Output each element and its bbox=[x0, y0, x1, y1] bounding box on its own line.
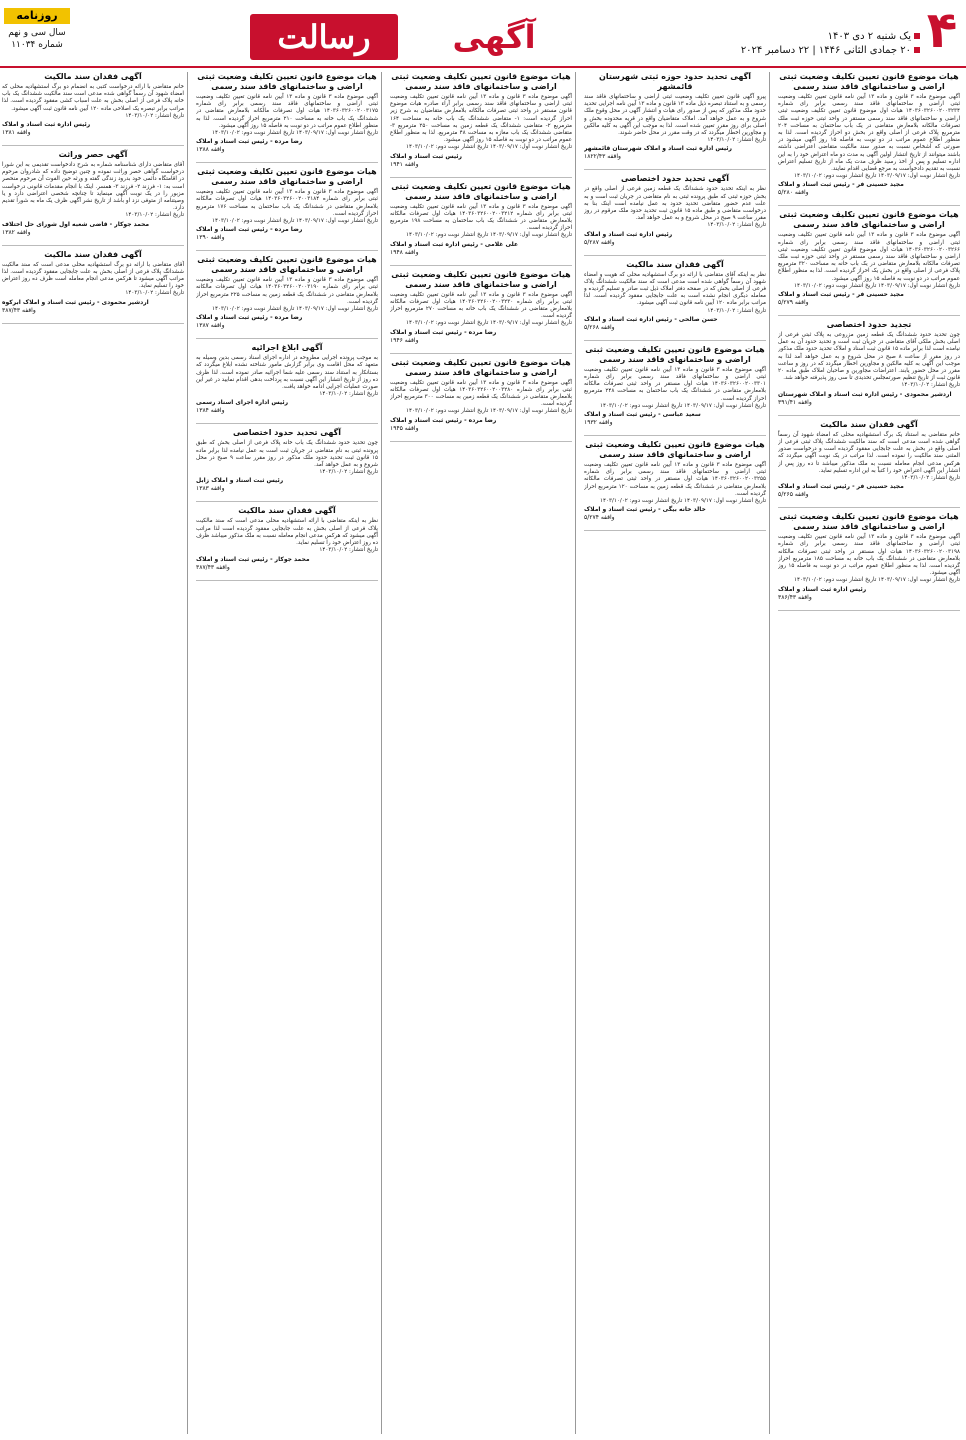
notice-ref: واقفه ۱۳۸۴ bbox=[196, 407, 225, 415]
notice-title: آگهی حصر وراثت bbox=[58, 150, 128, 160]
notice-divider bbox=[390, 441, 572, 442]
notice-signature: رئیس اداره ثبت اسناد و املاک شهرستان قائمشهر bbox=[584, 145, 733, 153]
notice-signature: رئیس ثبت اسناد و املاک زابل bbox=[196, 477, 284, 485]
column-1 bbox=[778, 72, 960, 1434]
column-divider bbox=[575, 72, 576, 1434]
notice-date: تاریخ انتشار نوبت اول: ۱۴۰۳/۰۹/۱۷ تاریخ انتشار نوبت دوم: ۱۴۰۳/۱۰/۰۲ bbox=[599, 402, 766, 409]
notice-title: هیات موضوع قانون تعیین تکلیف وضعیت ثبتی اراضی و ساختمانهای فاقد سند رسمی bbox=[391, 357, 571, 377]
notice-date: تاریخ انتشار: ۱۴۰۳/۱۰/۰۲ bbox=[319, 547, 378, 554]
notice-body: آگهی موضوع ماده ۳ قانون و ماده ۱۳ آیین نامه قانون تعیین تکلیف وضعیت ثبتی اراضی و ساختمانهای فاقد سند رسمی برابر آراء صادره هیات موضوع قانون مستقر در واحد ثبتی تصرفات مالکانه بلامعارض متقاضیان به شرح زیر احراز گردیده است: ۱- متقاضی ششدانگ یک باب خانه به مساحت ۱۶۴ مترمربع ۲- متقاضی ششدانگ یک قطعه زمین به مساحت ۲۵۰ مترمربع ۳- متقاضی ششدانگ یک باب مغازه به مساحت ۴۸ مترمربع. لذا به منظور اطلاع عموم مراتب در دو نوبت به فاصله ۱۵ روز آگهی میشود. bbox=[390, 94, 572, 144]
notice-divider bbox=[196, 338, 378, 339]
date-persian: یک شنبه ۲ دی ۱۴۰۳ bbox=[827, 31, 911, 42]
notice-divider bbox=[778, 205, 960, 206]
page-number: ۴ bbox=[926, 1, 958, 59]
legal-notice bbox=[390, 358, 572, 433]
notice-date: تاریخ انتشار: ۱۴۰۳/۱۰/۰۲ bbox=[125, 212, 184, 219]
page-header bbox=[0, 0, 966, 68]
notice-date: تاریخ انتشار: ۱۴۰۳/۱۰/۰۲ bbox=[319, 469, 378, 476]
notice-divider bbox=[584, 340, 766, 341]
notice-ref: واقفه ۵/۲۷۴ bbox=[584, 514, 615, 522]
column-2 bbox=[584, 72, 766, 1434]
notice-ref: واقفه ۵/۲۶۸ bbox=[584, 323, 615, 331]
notice-divider bbox=[196, 250, 378, 251]
notice-body: آگهی موضوع ماده ۳ قانون و ماده ۱۳ آیین نامه قانون تعیین تکلیف وضعیت ثبتی اراضی و ساختمانهای فاقد سند رسمی برابر رای شماره ۱۴۰۳۶۰۳۲۶۰۰۲۰۰۳۱۷۵ هیات اول تصرفات مالکانه بلامعارض متقاضی در ششدانگ یک باب خانه به مساحت ۲۱۰ مترمربع احراز گردیده است. لذا به منظور اطلاع عموم مراتب در دو نوبت به فاصله ۱۵ روز آگهی میشود. bbox=[196, 94, 378, 129]
legal-notice bbox=[778, 72, 960, 197]
ad-columns bbox=[2, 72, 960, 1434]
notice-ref: واقفه ۵/۲۸۰ bbox=[778, 189, 809, 197]
legal-notice bbox=[778, 210, 960, 307]
notice-title: هیات موضوع قانون تعیین تکلیف وضعیت ثبتی اراضی و ساختمانهای فاقد سند رسمی bbox=[779, 210, 959, 230]
legal-notice bbox=[778, 420, 960, 499]
notice-body: آگهی موضوع ماده ۳ قانون و ماده ۱۳ آیین نامه قانون تعیین تکلیف وضعیت ثبتی برابر رای شماره ۱۴۰۳۶۰۳۲۶۰۰۲۰۰۳۲۸۰ هیات اول تصرفات مالکانه بلامعارض متقاضی در ششدانگ یک قطعه زمین به مساحت ۳۰۰ مترمربع احراز گردیده است. bbox=[390, 379, 572, 408]
notice-signature: رئیس اداره ثبت اسناد و املاک bbox=[778, 585, 867, 593]
notice-divider bbox=[196, 423, 378, 424]
legal-notice bbox=[2, 250, 184, 315]
notice-title: هیات موضوع قانون تعیین تکلیف وضعیت ثبتی اراضی و ساختمانهای فاقد سند رسمی bbox=[391, 181, 571, 201]
notice-date: تاریخ انتشار نوبت اول: ۱۴۰۳/۰۹/۱۷ تاریخ انتشار نوبت دوم: ۱۴۰۳/۱۰/۰۲ bbox=[793, 577, 960, 584]
notice-title: آگهی فقدان سند مالکیت bbox=[44, 249, 142, 259]
legal-notice bbox=[196, 72, 378, 154]
notice-ref: واقفه ۱۳۸۱ bbox=[2, 129, 31, 137]
date-hijri-gregorian: ۲۰ جمادی الثانی ۱۴۴۶ | ۲۲ دسامبر ۲۰۲۴ bbox=[740, 45, 911, 56]
legal-notice bbox=[778, 512, 960, 601]
notice-body: خانم متقاضی به استناد یک برگ استشهادیه محلی که امضاء شهود آن رسماً گواهی شده است مدعی است که سند مالکیت ششدانگ پلاک ثبتی فرعی از اصلی واقع در بخش به علت جابجایی مفقود گردیده است و درخواست صدور المثنی سند مالکیت را نموده است. لذا مراتب در یک نوبت آگهی میگردد که هرکس مدعی انجام معامله نسبت به ملک مذکور میباشد تا ده روز پس از انتشار این آگهی اعتراض خود را کتباً به این اداره تسلیم نماید. bbox=[778, 431, 960, 474]
notice-title: هیات موضوع قانون تعیین تکلیف وضعیت ثبتی اراضی و ساختمانهای فاقد سند رسمی bbox=[391, 72, 571, 91]
notice-date: تاریخ انتشار نوبت اول: ۱۴۰۳/۰۹/۱۷ تاریخ انتشار نوبت دوم: ۱۴۰۳/۱۰/۰۲ bbox=[211, 218, 378, 225]
notice-body: آگهی موضوع ماده ۳ قانون و ماده ۱۳ آیین نامه قانون تعیین تکلیف وضعیت ثبتی برابر رای شماره ۱۴۰۳۶۰۳۲۶۰۰۲۰۰۳۱۹۰ هیات اول تصرفات مالکانه بلامعارض متقاضی در ششدانگ یک قطعه زمین به مساحت ۲۲۵ مترمربع احراز گردیده است. bbox=[196, 277, 378, 305]
notice-ref: واقفه ۱۸۲۲/۴۳ bbox=[584, 153, 621, 161]
notice-signature: سعید عباسی - رئیس ثبت اسناد و املاک bbox=[584, 411, 701, 419]
notice-divider bbox=[584, 530, 766, 531]
notice-divider bbox=[390, 265, 572, 266]
notice-title: هیات موضوع قانون تعیین تکلیف وضعیت ثبتی اراضی و ساختمانهای فاقد سند رسمی bbox=[779, 72, 959, 91]
notice-title: تجدید حدود اختصاصی bbox=[826, 320, 912, 330]
legal-notice bbox=[196, 428, 378, 493]
notice-date: تاریخ انتشار نوبت اول: ۱۴۰۳/۰۹/۱۷ تاریخ انتشار نوبت دوم: ۱۴۰۳/۱۰/۰۲ bbox=[211, 306, 378, 313]
notice-date: تاریخ انتشار نوبت اول: ۱۴۰۳/۰۹/۱۷ تاریخ انتشار نوبت دوم: ۱۴۰۳/۱۰/۰۲ bbox=[405, 320, 572, 327]
notice-title: آگهی تحدید حدود اختصاصی bbox=[232, 428, 342, 438]
notice-ref: واقفه ۱۳۸۷ bbox=[196, 322, 225, 330]
notice-date: تاریخ انتشار نوبت اول: ۱۴۰۳/۰۹/۱۷ تاریخ انتشار نوبت دوم: ۱۴۰۳/۱۰/۰۲ bbox=[405, 232, 572, 239]
legal-notice bbox=[196, 506, 378, 571]
notice-signature: حسن صالحی - رئیس اداره ثبت اسناد و املاک bbox=[584, 315, 718, 323]
legal-notice bbox=[584, 72, 766, 161]
notice-signature: اردشیر محمودی - رئیس اداره ثبت اسناد و املاک شهرستان bbox=[778, 390, 952, 398]
notice-date: تاریخ انتشار نوبت اول: ۱۴۰۳/۰۹/۱۷ تاریخ انتشار نوبت دوم: ۱۴۰۳/۱۰/۰۲ bbox=[793, 282, 960, 289]
notice-signature: رضا مرده - رئیس ثبت اسناد و املاک bbox=[196, 138, 303, 146]
notice-date: تاریخ انتشار نوبت اول: ۱۴۰۳/۰۹/۱۷ تاریخ انتشار نوبت دوم: ۱۴۰۳/۱۰/۰۲ bbox=[211, 130, 378, 137]
notice-signature: مجید حسینی فر - رئیس ثبت اسناد و املاک bbox=[778, 181, 904, 189]
legal-notice bbox=[390, 72, 572, 169]
notice-signature: مجید حسینی فر - رئیس ثبت اسناد و املاک bbox=[778, 483, 904, 491]
issue-info bbox=[4, 8, 70, 58]
notice-signature: رضا مرده - رئیس ثبت اسناد و املاک bbox=[390, 328, 497, 336]
notice-body: آگهی موضوع ماده ۳ قانون و ماده ۱۳ آیین نامه قانون تعیین تکلیف وضعیت ثبتی اراضی و ساختمانهای فاقد سند رسمی برابر رای شماره ۱۴۰۳۶۰۳۲۶۰۰۲۰۰۳۲۶۶ هیات اول موضوع قانون تعیین تکلیف وضعیت ثبتی اراضی و ساختمانهای فاقد سند رسمی مستقر در واحد ثبتی حوزه ثبت ملک تصرفات مالکانه بلامعارض متقاضی در یک باب خانه به مساحت ۳۲۰ مترمربع پلاک فرعی از اصلی واقع در بخش یک احراز گردیده است. لذا به منظور اطلاع عموم مراتب در دو نوبت به فاصله ۱۵ روز آگهی میشود. bbox=[778, 232, 960, 282]
notice-title: هیات موضوع قانون تعیین تکلیف وضعیت ثبتی اراضی و ساختمانهای فاقد سند رسمی bbox=[585, 440, 765, 460]
notice-signature: رضا مرده - رئیس ثبت اسناد و املاک bbox=[390, 416, 497, 424]
legal-notice bbox=[196, 343, 378, 415]
notice-title: هیات موضوع قانون تعیین تکلیف وضعیت ثبتی اراضی و ساختمانهای فاقد سند رسمی bbox=[197, 167, 377, 187]
legal-notice bbox=[390, 270, 572, 345]
notice-divider bbox=[778, 315, 960, 316]
notice-title: هیات موضوع قانون تعیین تکلیف وضعیت ثبتی اراضی و ساختمانهای فاقد سند رسمی bbox=[585, 344, 765, 364]
issue-dates bbox=[720, 30, 920, 58]
column-5 bbox=[2, 72, 184, 1434]
notice-ref: واقفه ۱۹۴۶ bbox=[390, 336, 419, 344]
notice-ref: واقفه ۱۳۸۳ bbox=[196, 485, 225, 493]
legal-notice bbox=[196, 255, 378, 330]
notice-body: نظر به اینکه تحدید حدود ششدانگ یک قطعه زمین فرعی از اصلی واقع در بخش حوزه ثبتی که طبق پرونده ثبتی به نام متقاضی در جریان ثبت است و به علت عدم حضور متقاضی تحدید حدود به عمل نیامده است اینک بنا به درخواست متقاضی و طبق ماده ۱۵ قانون ثبت تحدید حدود ملک مرقوم در روز مقرر ساعت ۹ صبح در محل شروع و به عمل خواهد آمد. bbox=[584, 186, 766, 222]
notice-title: آگهی فقدان سند مالکیت bbox=[626, 259, 724, 269]
legal-notice bbox=[778, 320, 960, 407]
issue-label: شماره ۱۱۰۳۴ bbox=[11, 40, 63, 50]
notice-body: آقای متقاضی با ارائه دو برگ استشهادیه محلی مدعی است که سند مالکیت ششدانگ پلاک فرعی از اصلی بخش به علت جابجایی مفقود گردیده است. لذا مراتب آگهی میشود تا هرکس مدعی انجام معامله است ظرف ده روز اعتراض خود را تسلیم نماید. bbox=[2, 261, 184, 290]
notice-body: آقای متقاضی دارای شناسنامه شماره به شرح دادخواست تقدیمی به این شورا درخواست گواهی حصر وراثت نموده و چنین توضیح داده که شادروان مرحوم در اقامتگاه دائمی خود بدرود زندگی گفته و ورثه حین الفوت آن مرحوم منحصر است به: ۱- فرزند ۲- فرزند ۳- همسر. اینک با انجام مقدمات قانونی درخواست مزبور را در یک نوبت آگهی مینماید تا چنانچه شخصی اعتراضی دارد و یا وصیتنامه از متوفی نزد او باشد از تاریخ نشر آگهی ظرف یک ماه به شورا تقدیم دارد. bbox=[2, 162, 184, 212]
column-4 bbox=[196, 72, 378, 1434]
legal-notice bbox=[584, 260, 766, 332]
year-label: سال سی و نهم bbox=[8, 28, 66, 38]
notice-title: هیات موضوع قانون تعیین تکلیف وضعیت ثبتی اراضی و ساختمانهای فاقد سند رسمی bbox=[197, 72, 377, 91]
notice-ref: واقفه ۱۹۴۵ bbox=[390, 424, 419, 432]
notice-ref: واقفه ۳۸۶/۴۳ bbox=[778, 593, 812, 601]
notice-date: تاریخ انتشار: ۱۴۰۳/۱۰/۰۲ bbox=[707, 307, 766, 314]
notice-ref: واقفه ۱۹۴۸ bbox=[390, 248, 419, 256]
notice-signature: خالد خانه بیگی - رئیس ثبت اسناد و املاک bbox=[584, 506, 706, 514]
corner-logo: روزنامه bbox=[4, 8, 70, 24]
column-divider bbox=[381, 72, 382, 1434]
notice-divider bbox=[196, 501, 378, 502]
notice-divider bbox=[778, 610, 960, 611]
legal-notice bbox=[2, 150, 184, 237]
notice-body: آگهی موضوع ماده ۳ قانون و ماده ۱۳ آیین نامه قانون تعیین تکلیف وضعیت ثبتی برابر رای شماره ۱۴۰۳۶۰۳۲۶۰۰۲۰۰۳۲۱۲ هیات اول تصرفات مالکانه بلامعارض متقاضی در ششدانگ یک باب ساختمان به مساحت ۱۹۸ مترمربع احراز گردیده است. bbox=[390, 203, 572, 232]
notice-date: تاریخ انتشار: ۱۴۰۳/۱۰/۰۲ bbox=[707, 222, 766, 229]
legal-notice bbox=[390, 182, 572, 257]
section-title: آگهی bbox=[452, 18, 536, 56]
notice-divider bbox=[196, 580, 378, 581]
notice-title: آگهی فقدان سند مالکیت bbox=[238, 506, 336, 516]
notice-title: آگهی تحدید حدود اختصاصی bbox=[620, 174, 730, 184]
notice-body: چون تحدید حدود ششدانگ یک قطعه زمین مزروعی به پلاک ثبتی فرعی از اصلی بخش ملکی آقای متقاضی در جریان ثبت است و تحدید حدود آن به عمل نیامده است لذا برابر ماده ۱۵ قانون ثبت اسناد و املاک تحدید حدود ملک مذکور در روز مقرر از ساعت ۸ صبح در محل شروع و به عمل خواهد آمد لذا به موجب این آگهی به کلیه مالکین و مجاورین اخطار میگردد که در روز و ساعت مقرر در محل حضور یابند. اعتراضات مجاورین و صاحبان املاک طبق ماده ۲۰ قانون ثبت از تاریخ تنظیم صورتمجلس تحدیدی تا سی روز پذیرفته خواهد شد. bbox=[778, 332, 960, 382]
notice-divider bbox=[584, 435, 766, 436]
notice-divider bbox=[778, 415, 960, 416]
notice-date: تاریخ انتشار: ۱۴۰۳/۱۰/۰۲ bbox=[901, 474, 960, 481]
notice-divider bbox=[2, 245, 184, 246]
legal-notice bbox=[584, 345, 766, 427]
column-divider bbox=[187, 72, 188, 1434]
notice-body: آگهی موضوع ماده ۳ قانون و ماده ۱۳ آیین نامه قانون تعیین تکلیف وضعیت ثبتی اراضی و ساختمانهای فاقد سند رسمی برابر رای شماره ۱۴۰۳۶۰۳۲۶۰۰۲۰۰۳۲۳۴ هیات اول موضوع قانون تعیین تکلیف وضعیت ثبتی اراضی و ساختمانهای فاقد سند رسمی مستقر در واحد ثبتی حوزه ثبت ملک تصرفات مالکانه بلامعارض متقاضی در یک باب ساختمان به مساحت ۲۰۴ مترمربع پلاک فرعی از اصلی واقع در بخش دو احراز گردیده است. لذا به منظور اطلاع عموم مراتب در دو نوبت به فاصله ۱۵ روز آگهی میشود در صورتی که اشخاص نسبت به صدور سند مالکیت متقاضی اعتراضی داشته باشند میتوانند از تاریخ انتشار اولین آگهی به مدت دو ماه اعتراض خود را به این اداره تسلیم و پس از اخذ رسید ظرف مدت یک ماه از تاریخ تسلیم اعتراض نسبت به تقدیم دادخواست به مرجع قضایی اقدام نمایند. bbox=[778, 94, 960, 173]
bullet-icon bbox=[914, 47, 920, 53]
notice-divider bbox=[778, 507, 960, 508]
column-divider bbox=[769, 72, 770, 1434]
notice-divider bbox=[2, 323, 184, 324]
notice-title: آگهی ابلاغ اجرائیه bbox=[251, 343, 323, 353]
notice-divider bbox=[584, 169, 766, 170]
notice-divider bbox=[196, 162, 378, 163]
notice-body: آگهی موضوع ماده ۳ قانون و ماده ۱۳ آیین نامه قانون تعیین تکلیف وضعیت ثبتی برابر رای شماره ۱۴۰۳۶۰۳۲۶۰۰۲۰۰۳۱۸۴ هیات اول تصرفات مالکانه بلامعارض متقاضی در ششدانگ یک باب ساختمان به مساحت ۱۷۶ مترمربع احراز گردیده است. bbox=[196, 189, 378, 217]
notice-signature: رئیس ثبت اسناد و املاک bbox=[390, 152, 462, 160]
notice-date: تاریخ انتشار: ۱۴۰۳/۱۰/۰۲ bbox=[319, 391, 378, 398]
notice-signature: مجید حسینی فر - رئیس ثبت اسناد و املاک bbox=[778, 291, 904, 299]
notice-date: تاریخ انتشار نوبت اول: ۱۴۰۳/۰۹/۱۷ تاریخ انتشار نوبت دوم: ۱۴۰۳/۱۰/۰۲ bbox=[599, 498, 766, 505]
notice-ref: واقفه ۱۹۳۲ bbox=[584, 419, 613, 427]
notice-divider bbox=[390, 353, 572, 354]
notice-title: هیات موضوع قانون تعیین تکلیف وضعیت ثبتی اراضی و ساختمانهای فاقد سند رسمی bbox=[779, 512, 959, 532]
notice-date: تاریخ انتشار نوبت اول: ۱۴۰۳/۰۹/۱۷ تاریخ انتشار نوبت دوم: ۱۴۰۳/۱۰/۰۲ bbox=[793, 173, 960, 180]
notice-title: آگهی تحدید حدود حوزه ثبتی شهرستان قائمشهر bbox=[598, 72, 751, 91]
notice-title: آگهی فقدان سند مالکیت bbox=[44, 72, 142, 81]
notice-body: پیرو آگهی قانون تعیین تکلیف وضعیت ثبتی اراضی و ساختمانهای فاقد سند رسمی و به استناد تبصره ذیل ماده ۱۳ قانون و ماده ۱۳ آیین نامه اجرایی تحدید حدود ملک مذکور که پس از صدور رای هیات و انتشار آگهی در محل وقوع ملک شروع و به عمل خواهد آمد. املاک متقاضیان واقع در قریه محدوده بخش و اصلی برای روز مقرر تعیین شده است. لذا به موجب این آگهی به کلیه مالکین و مجاورین اخطار میگردد که در وقت مقرر در محل حاضر شوند. bbox=[584, 94, 766, 137]
notice-ref: واقفه ۵/۲۷۹ bbox=[778, 299, 809, 307]
notice-ref: واقفه ۵/۲۸۷ bbox=[584, 238, 615, 246]
notice-signature: علی غلامی - رئیس اداره ثبت اسناد و املاک bbox=[390, 240, 519, 248]
notice-body: آگهی موضوع ماده ۳ قانون و ماده ۱۳ آیین نامه قانون تعیین تکلیف وضعیت ثبتی اراضی و ساختمانهای فاقد سند رسمی برابر رای شماره ۱۴۰۳۶۰۳۲۶۰۰۲۰۰۳۲۵۵ هیات اول مستقر در واحد ثبتی تصرفات مالکانه بلامعارض متقاضی در ششدانگ یک قطعه زمین به مساحت ۱۲۰ مترمربع احراز گردیده است. bbox=[584, 462, 766, 497]
notice-ref: واقفه ۱۳۹۰ bbox=[196, 234, 225, 242]
legal-notice bbox=[584, 174, 766, 246]
notice-signature: محمد جوکار - قاضی شعبه اول شورای حل اختلاف bbox=[2, 220, 150, 228]
notice-ref: واقفه ۳۸۷/۴۳ bbox=[196, 563, 230, 571]
notice-ref: واقفه ۱۹۴۱ bbox=[390, 160, 419, 168]
notice-date: تاریخ انتشار نوبت اول: ۱۴۰۳/۰۹/۱۷ تاریخ انتشار نوبت دوم: ۱۴۰۳/۱۰/۰۲ bbox=[405, 408, 572, 415]
notice-date: تاریخ انتشار: ۱۴۰۳/۱۰/۰۲ bbox=[707, 137, 766, 144]
masthead-logo: رسالت bbox=[250, 14, 398, 60]
notice-title: هیات موضوع قانون تعیین تکلیف وضعیت ثبتی اراضی و ساختمانهای فاقد سند رسمی bbox=[391, 269, 571, 289]
legal-notice bbox=[196, 167, 378, 242]
notice-ref: واقفه ۳۸۷/۴۳ bbox=[2, 306, 36, 314]
notice-divider bbox=[584, 255, 766, 256]
notice-title: آگهی فقدان سند مالکیت bbox=[820, 419, 918, 429]
notice-body: آگهی موضوع ماده ۳ قانون و ماده ۱۳ آیین نامه قانون تعیین تکلیف وضعیت ثبتی اراضی و ساختمانهای فاقد سند رسمی برابر رای شماره ۱۴۰۳۶۰۳۲۶۰۰۲۰۰۳۳۰۱ هیات اول مستقر در واحد ثبتی تصرفات مالکانه بلامعارض متقاضی در ششدانگ یک باب ساختمان به مساحت ۲۴۸ مترمربع احراز گردیده است. bbox=[584, 366, 766, 402]
notice-date: تاریخ انتشار: ۱۴۰۳/۱۰/۰۲ bbox=[125, 112, 184, 119]
legal-notice bbox=[584, 440, 766, 522]
legal-notice bbox=[2, 72, 184, 137]
column-3 bbox=[390, 72, 572, 1434]
notice-body: نظر به اینکه آقای متقاضی با ارائه دو برگ استشهادیه محلی که هویت و امضاء شهود آن رسماً گواهی شده است مدعی است که سند مالکیت ششدانگ پلاک فرعی از اصلی بخش که در صفحه دفتر املاک ذیل ثبت صادر و تسلیم گردیده و معامله دیگری انجام نشده است به علت جابجایی مفقود گردیده است. لذا مراتب برابر ماده ۱۲۰ آیین نامه قانون ثبت آگهی میشود. bbox=[584, 271, 766, 307]
notice-signature: رئیس اداره ثبت اسناد و املاک bbox=[584, 230, 673, 238]
notice-signature: رئیس اداره اجرای اسناد رسمی bbox=[196, 399, 289, 407]
notice-date: تاریخ انتشار نوبت اول: ۱۴۰۳/۰۹/۱۷ تاریخ انتشار نوبت دوم: ۱۴۰۳/۱۰/۰۲ bbox=[405, 144, 572, 151]
notice-signature: رئیس اداره ثبت اسناد و املاک bbox=[2, 121, 91, 129]
notice-date: تاریخ انتشار: ۱۴۰۳/۱۰/۰۲ bbox=[125, 290, 184, 297]
notice-divider bbox=[390, 177, 572, 178]
notice-body: آگهی موضوع ماده ۳ قانون و ماده ۱۳ آیین نامه قانون تعیین تکلیف وضعیت ثبتی اراضی و ساختمانهای فاقد سند رسمی برابر رای شماره ۱۴۰۳۶۰۳۲۶۰۰۲۰۰۳۱۹۸ هیات اول مستقر در واحد ثبتی تصرفات مالکانه بلامعارض متقاضی در ششدانگ یک باب خانه به مساحت ۱۸۵ مترمربع احراز گردیده است. لذا به منظور اطلاع عموم مراتب در دو نوبت به فاصله ۱۵ روز آگهی میشود. bbox=[778, 534, 960, 577]
notice-title: هیات موضوع قانون تعیین تکلیف وضعیت ثبتی اراضی و ساختمانهای فاقد سند رسمی bbox=[197, 255, 377, 275]
notice-ref: واقفه ۵/۲۶۵ bbox=[778, 491, 809, 499]
notice-signature: رضا مرده - رئیس ثبت اسناد و املاک bbox=[196, 226, 303, 234]
notice-ref: واقفه ۱۳۸۸ bbox=[196, 146, 225, 154]
notice-signature: رضا مرده - رئیس ثبت اسناد و املاک bbox=[196, 314, 303, 322]
notice-signature: اردشیر محمودی - رئیس ثبت اسناد و املاک ابرکوه bbox=[2, 298, 149, 306]
notice-date: تاریخ انتشار: ۱۴۰۳/۱۰/۰۲ bbox=[901, 382, 960, 389]
notice-ref: واقفه ۱۳۸۲ bbox=[2, 228, 31, 236]
notice-body: نظر به اینکه متقاضی با ارائه استشهادیه محلی مدعی است که سند مالکیت پلاک فرعی از اصلی بخش به علت جابجایی مفقود گردیده است لذا مراتب آگهی میشود که هرکس مدعی انجام معامله نسبت به ملک مذکور میباشد ظرف ده روز اعتراض خود را تسلیم نماید. bbox=[196, 518, 378, 547]
notice-body: خانم متقاضی با ارائه درخواست کتبی به انضمام دو برگ استشهادیه محلی که امضاء شهود آن رسماً گواهی شده مدعی است سند مالکیت ششدانگ یک باب خانه پلاک فرعی از اصلی بخش به علت اسباب کشی مفقود گردیده است. لذا مراتب برابر تبصره یک اصلاحی ماده ۱۲۰ آیین نامه قانون ثبت آگهی میشود. bbox=[2, 84, 184, 112]
notice-signature: محمد جوکار - رئیس ثبت اسناد و املاک bbox=[196, 555, 310, 563]
notice-ref: واقفه ۳۹۱/۴۱ bbox=[778, 398, 812, 406]
notice-body: آگهی موضوع ماده ۳ قانون و ماده ۱۳ آیین نامه قانون تعیین تکلیف وضعیت ثبتی برابر رای شماره ۱۴۰۳۶۰۳۲۶۰۰۲۰۰۳۲۳۰ هیات اول تصرفات مالکانه بلامعارض متقاضی در ششدانگ یک باب خانه به مساحت ۲۷۰ مترمربع احراز گردیده است. bbox=[390, 291, 572, 320]
bullet-icon bbox=[914, 33, 920, 39]
notice-body: چون تحدید حدود ششدانگ یک باب خانه پلاک فرعی از اصلی بخش که طبق پرونده ثبتی به نام متقاضی در جریان ثبت است به عمل نیامده لذا برابر ماده ۱۵ قانون ثبت تحدید حدود ملک مذکور در روز مقرر ساعت ۹ صبح در محل شروع و به عمل خواهد آمد. bbox=[196, 440, 378, 469]
notice-body: به موجب پرونده اجرایی مطروحه در اداره اجرای اسناد رسمی بدین وسیله به متعهد که محل اقامت وی برابر گزارش مامور شناخته نشده ابلاغ میگردد که بستانکار به استناد سند رسمی علیه شما اجرائیه صادر نموده است. لذا ظرف ده روز از تاریخ انتشار این آگهی نسبت به پرداخت بدهی اقدام نمایید در غیر این صورت عملیات اجرایی ادامه خواهد یافت. bbox=[196, 355, 378, 391]
notice-divider bbox=[2, 145, 184, 146]
